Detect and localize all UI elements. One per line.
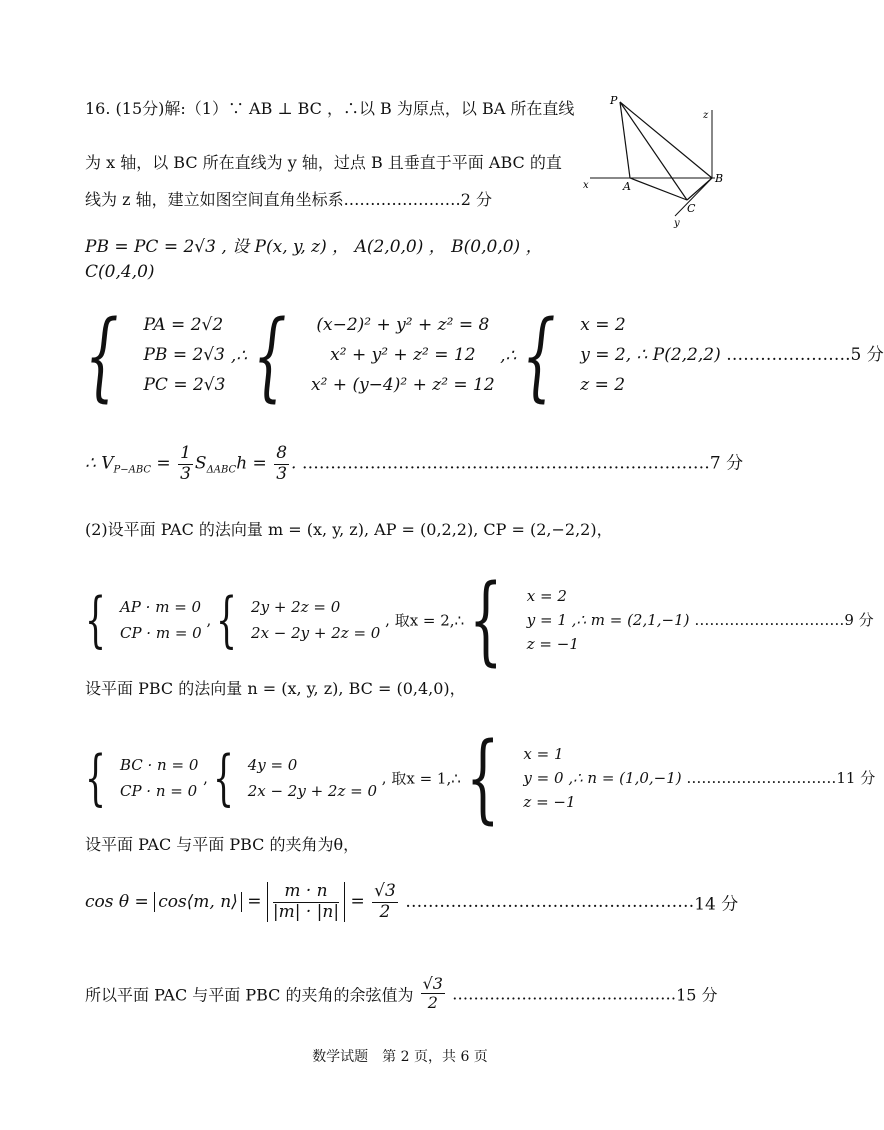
part4-intro-text: 设平面 PAC 与平面 PBC 的夹角为θ， xyxy=(85,835,360,854)
eq-row: x² + (y−4)² + z² = 12 xyxy=(310,374,495,395)
cos-inner: cos⟨m, n⟩ xyxy=(154,892,242,912)
part2-sol: y = 1 xyxy=(526,611,567,629)
score-7: 7 分 xyxy=(709,453,744,474)
problem-line2-text: 为 x 轴，以 BC 所在直线为 y 轴，过点 B 且垂直于平面 ABC 的直 xyxy=(85,153,562,172)
label-b: B xyxy=(715,172,724,185)
edge-ac xyxy=(630,178,687,200)
part2-cond: CP · m = 0 xyxy=(119,624,202,642)
problem-line5-text: C(0,4,0) xyxy=(85,262,155,282)
label-x: x xyxy=(583,180,589,191)
part3-intro xyxy=(85,676,466,699)
volume-line: ∴ $V_{P-ABC}$ = $\frac{1}{3}$ $S_{\Delta ABC}h$ = $\frac{8}{3}$ . ………………………………………………………………7 分 xyxy=(85,443,744,484)
conclusion-line: 所以平面 PAC 与平面 PBC 的夹角的余弦值为 $\frac{√3}{2}$ ……………………………………15 分 xyxy=(85,974,718,1013)
pyramid-diagram xyxy=(575,88,725,238)
score-9: 9 分 xyxy=(844,611,874,629)
part3-sol: z = −1 xyxy=(523,793,576,811)
part2-sol: x = 2 xyxy=(526,587,567,605)
part2-cond: AP · m = 0 xyxy=(119,597,202,616)
label-z: z xyxy=(703,110,709,121)
page-footer xyxy=(0,1046,800,1066)
problem-line-1 xyxy=(85,96,574,119)
part2-result: ∴ m = (2,1,−1) xyxy=(576,611,690,629)
label-c: C xyxy=(687,202,696,215)
label-a: A xyxy=(623,180,631,193)
part2-take: 取x = 2,∴ xyxy=(394,611,465,630)
part3-eq: 4y = 0 xyxy=(247,755,298,774)
part2-sol: z = −1 xyxy=(526,635,579,653)
part3-cond: BC · n = 0 xyxy=(119,755,199,774)
cos-lhs: cos θ = xyxy=(85,892,149,913)
score-15: 15 分 xyxy=(676,985,718,1005)
label-y: y xyxy=(674,218,680,229)
fraction-one-third: $\frac{1}{3}$ xyxy=(180,443,191,484)
sol-row: y = 2 xyxy=(580,345,626,366)
eq-row: (x−2)² + y² + z² = 8 xyxy=(316,315,490,336)
system1-solution: x = 2 y = 2, ∴ P(2,2,2) ………………….5 分 z = 2 xyxy=(580,311,884,400)
cos-formula: cos θ = cos⟨m, n⟩ = $\frac{m \cdot n}{|m| \cdot |n|}$ = $\frac{√3}{2}$ ……………………………………………14 分 xyxy=(85,881,739,922)
problem-line-4 xyxy=(85,232,543,257)
cond-row: PC = 2√3 xyxy=(143,374,226,395)
part2-intro xyxy=(85,517,613,540)
fraction-eight-thirds: $\frac{8}{3}$ xyxy=(276,443,288,484)
part4-intro xyxy=(85,832,359,855)
problem-line-3: 线为 z 轴，建立如图空间直角坐标系.…………………2 分 xyxy=(85,190,492,209)
score-2: 2 分 xyxy=(460,190,492,209)
part3-sol: x = 1 xyxy=(523,745,564,763)
problem-line3-text: 线为 z 轴，建立如图空间直角坐标系. xyxy=(85,190,349,209)
sol-row: x = 2 xyxy=(580,315,626,336)
cos-fraction: $\frac{m \cdot n}{|m| \cdot |n|}$ xyxy=(272,881,340,922)
part3-cond: CP · n = 0 xyxy=(119,782,198,800)
part2-intro-text: (2)设平面 PAC 的法向量 m = (x, y, z), AP = (0,2,2), CP = (2,−2,2)， xyxy=(85,520,613,539)
volume-lhs: ∴ V xyxy=(85,453,114,474)
score-11: 11 分 xyxy=(836,769,876,787)
part2-system: { AP · m = 0 CP · m = 0 , { 2y + 2z = 0 2x − 2y + 2z = 0 , 取x = 2,∴ { x = 2 y = 1 ,∴ m = (2,1,−1) …………………………9 分 z = −1 xyxy=(85,564,874,676)
score-5: 5 分 xyxy=(850,345,884,366)
part3-system: { BC · n = 0 CP · n = 0 , { 4y = 0 2x − 2y + 2z = 0 , 取x = 1,∴ { x = 1 y = 0 ,∴ n = (1,0,−1) …………………………11 分 z = −1 xyxy=(85,722,876,834)
problem-line1-text: ∵ AB ⊥ BC ，∴以 B 为原点，以 BA 所在直线 xyxy=(227,99,575,118)
system1-equations xyxy=(311,311,495,400)
cos-result: $\frac{√3}{2}$ xyxy=(374,881,396,922)
part3-take: 取x = 1,∴ xyxy=(391,769,461,788)
part3-result: ∴ n = (1,0,−1) xyxy=(573,769,682,787)
sol-row: z = 2 xyxy=(580,374,626,395)
problem-line-5 xyxy=(85,262,155,282)
edge-bc xyxy=(687,178,712,200)
problem-line4-text: PB = PC = 2√3 , 设 P(x, y, z) ， A(2,0,0) ， B(0,0,0) ， xyxy=(85,237,543,257)
conclusion-text: 所以平面 PAC 与平面 PBC 的夹角的余弦值为 xyxy=(85,985,414,1005)
problem-header: 16. (15分)解:（1） xyxy=(85,99,228,118)
eq-row: x² + y² + z² = 12 xyxy=(330,345,476,366)
part3-eq: 2x − 2y + 2z = 0 xyxy=(247,782,378,800)
cond-row: PA = 2√2 xyxy=(143,315,224,336)
part3-sol: y = 0 xyxy=(523,769,564,787)
system-1: { PA = 2√2 PB = 2√3 PC = 2√3 ,∴ { (x−2)² + y² + z² = 8 x² + y² + z² = 12 x² + (y−4)² + z² = 12 ,∴ { x = 2 y = 2, ∴ P(2,2,2) ………………….5 分 z = 2 xyxy=(85,300,884,412)
system1-conditions xyxy=(143,311,225,400)
score-14: 14 分 xyxy=(694,894,739,915)
problem-line-2 xyxy=(85,150,562,173)
edge-pb xyxy=(620,102,712,178)
part3-intro-text: 设平面 PBC 的法向量 n = (x, y, z), BC = (0,4,0)， xyxy=(85,679,466,698)
conclusion-fraction: $\frac{√3}{2}$ xyxy=(422,974,443,1013)
footer-text: 数学试题 第 2 页，共 6 页 xyxy=(312,1049,488,1065)
part2-eq: 2y + 2z = 0 xyxy=(251,597,341,616)
label-p: P xyxy=(610,94,618,107)
part2-eq: 2x − 2y + 2z = 0 xyxy=(251,624,381,642)
cond-row: PB = 2√3 xyxy=(143,345,225,366)
p-coords: P(2,2,2) xyxy=(652,345,721,366)
volume-lhs-sub: P−ABC xyxy=(113,464,152,476)
